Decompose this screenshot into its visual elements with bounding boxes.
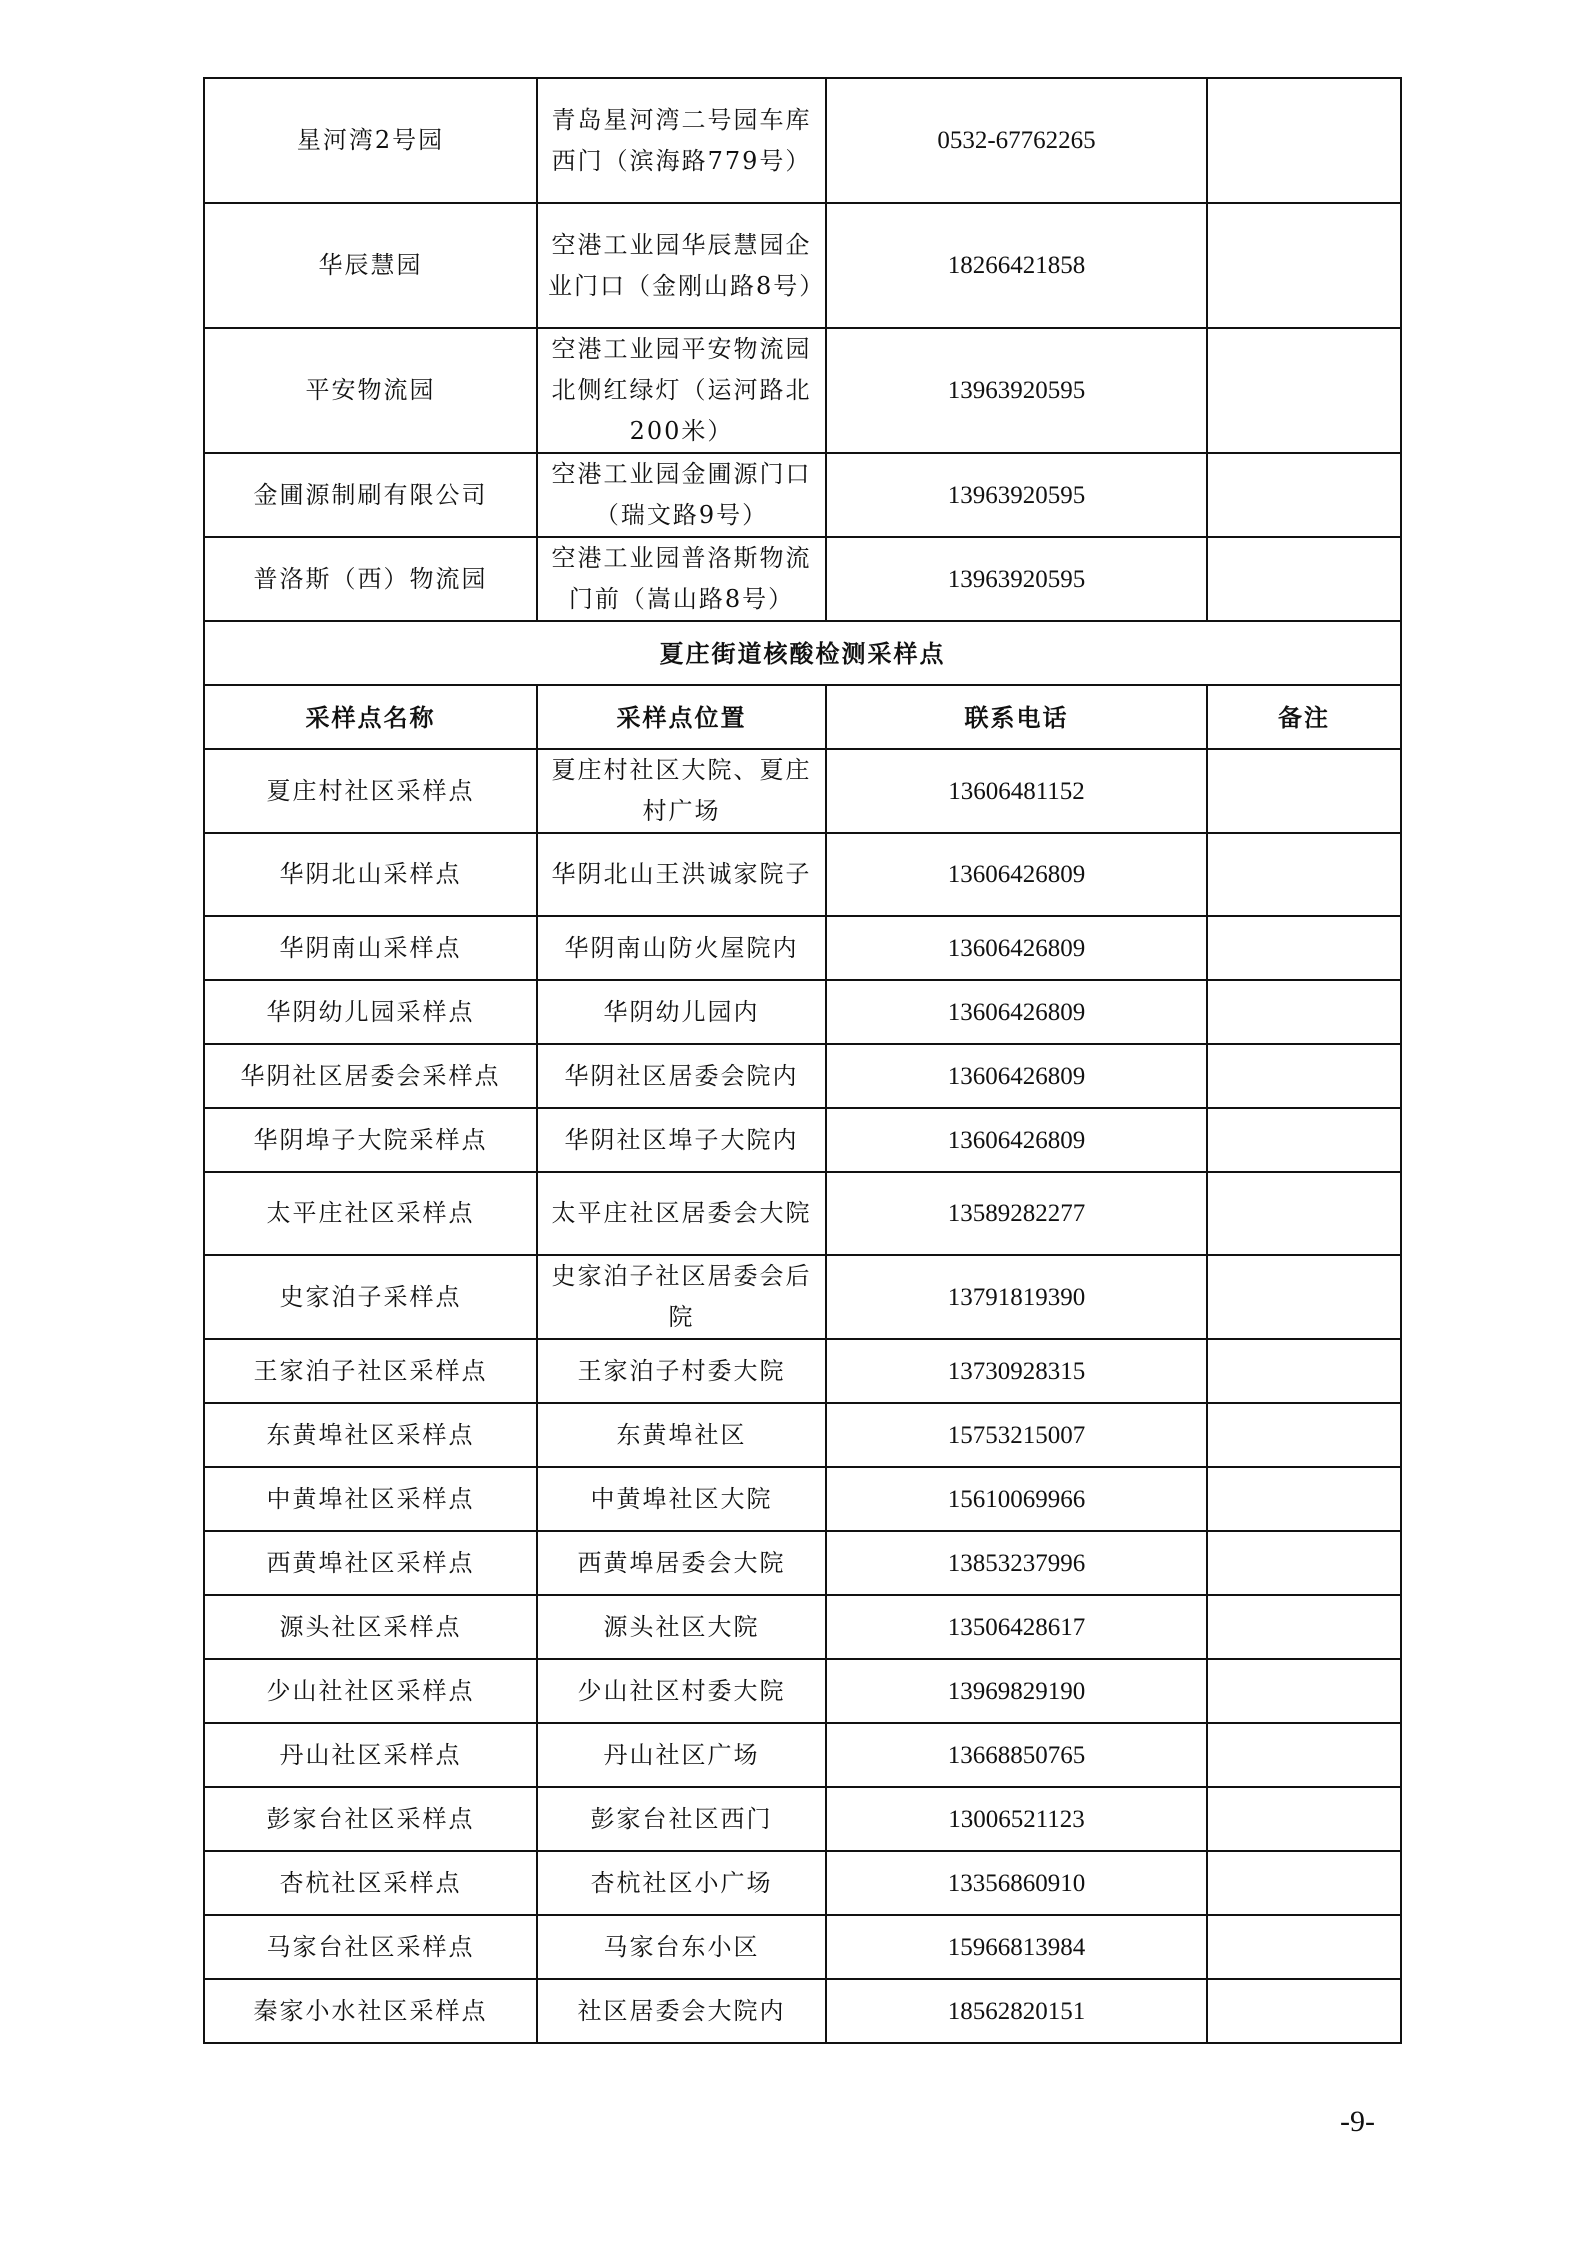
table-row bbox=[204, 1595, 1401, 1659]
site-phone: 13969829190 bbox=[826, 1659, 1207, 1723]
table-row bbox=[204, 1255, 1401, 1339]
site-location: 社区居委会大院内 bbox=[537, 1979, 826, 2043]
header-phone: 联系电话 bbox=[826, 685, 1207, 749]
table-row bbox=[204, 1531, 1401, 1595]
site-location: 青岛星河湾二号园车库西门（滨海路779号） bbox=[537, 78, 826, 203]
site-phone: 13606426809 bbox=[826, 833, 1207, 916]
site-note bbox=[1207, 1851, 1401, 1915]
site-note bbox=[1207, 453, 1401, 537]
site-location: 空港工业园金圃源门口（瑞文路9号） bbox=[537, 453, 826, 537]
site-location: 东黄埠社区 bbox=[537, 1403, 826, 1467]
header-location: 采样点位置 bbox=[537, 685, 826, 749]
site-name: 太平庄社区采样点 bbox=[204, 1172, 537, 1255]
site-phone: 13963920595 bbox=[826, 328, 1207, 453]
table-row bbox=[204, 1172, 1401, 1255]
table-row bbox=[204, 328, 1401, 453]
site-location: 华阴幼儿园内 bbox=[537, 980, 826, 1044]
header-row bbox=[204, 685, 1401, 749]
site-phone: 13606426809 bbox=[826, 916, 1207, 980]
site-location: 王家泊子村委大院 bbox=[537, 1339, 826, 1403]
site-location: 华阴社区居委会院内 bbox=[537, 1044, 826, 1108]
site-phone: 15966813984 bbox=[826, 1915, 1207, 1979]
site-note bbox=[1207, 328, 1401, 453]
site-name: 丹山社区采样点 bbox=[204, 1723, 537, 1787]
site-name: 史家泊子采样点 bbox=[204, 1255, 537, 1339]
site-name: 金圃源制刷有限公司 bbox=[204, 453, 537, 537]
site-note bbox=[1207, 833, 1401, 916]
site-name: 中黄埠社区采样点 bbox=[204, 1467, 537, 1531]
site-location: 夏庄村社区大院、夏庄村广场 bbox=[537, 749, 826, 833]
site-note bbox=[1207, 78, 1401, 203]
site-note bbox=[1207, 537, 1401, 621]
site-phone: 13963920595 bbox=[826, 453, 1207, 537]
site-phone: 13606426809 bbox=[826, 1108, 1207, 1172]
site-location: 西黄埠居委会大院 bbox=[537, 1531, 826, 1595]
site-phone: 13606426809 bbox=[826, 1044, 1207, 1108]
site-location: 空港工业园平安物流园北侧红绿灯（运河路北200米） bbox=[537, 328, 826, 453]
site-note bbox=[1207, 749, 1401, 833]
section-title: 夏庄街道核酸检测采样点 bbox=[204, 621, 1401, 685]
site-note bbox=[1207, 1723, 1401, 1787]
sampling-rows bbox=[204, 749, 1401, 2043]
site-phone: 13006521123 bbox=[826, 1787, 1207, 1851]
site-name: 东黄埠社区采样点 bbox=[204, 1403, 537, 1467]
table-row bbox=[204, 1044, 1401, 1108]
site-location: 杏杭社区小广场 bbox=[537, 1851, 826, 1915]
site-location: 丹山社区广场 bbox=[537, 1723, 826, 1787]
site-name: 华阴北山采样点 bbox=[204, 833, 537, 916]
table-row bbox=[204, 1723, 1401, 1787]
site-location: 史家泊子社区居委会后院 bbox=[537, 1255, 826, 1339]
site-name: 杏杭社区采样点 bbox=[204, 1851, 537, 1915]
page-number: -9- bbox=[1340, 2105, 1375, 2138]
site-name: 秦家小水社区采样点 bbox=[204, 1979, 537, 2043]
site-name: 夏庄村社区采样点 bbox=[204, 749, 537, 833]
site-phone: 13356860910 bbox=[826, 1851, 1207, 1915]
site-note bbox=[1207, 1979, 1401, 2043]
site-note bbox=[1207, 1467, 1401, 1531]
site-location: 空港工业园普洛斯物流门前（嵩山路8号） bbox=[537, 537, 826, 621]
table-row bbox=[204, 1787, 1401, 1851]
table-row bbox=[204, 1851, 1401, 1915]
site-phone: 13606481152 bbox=[826, 749, 1207, 833]
site-location: 太平庄社区居委会大院 bbox=[537, 1172, 826, 1255]
site-location: 源头社区大院 bbox=[537, 1595, 826, 1659]
site-location: 空港工业园华辰慧园企业门口（金刚山路8号） bbox=[537, 203, 826, 328]
site-name: 华阴幼儿园采样点 bbox=[204, 980, 537, 1044]
site-name: 华辰慧园 bbox=[204, 203, 537, 328]
table-row bbox=[204, 1915, 1401, 1979]
site-name: 王家泊子社区采样点 bbox=[204, 1339, 537, 1403]
table-row bbox=[204, 203, 1401, 328]
table-row bbox=[204, 78, 1401, 203]
site-name: 平安物流园 bbox=[204, 328, 537, 453]
site-note bbox=[1207, 203, 1401, 328]
table-row bbox=[204, 980, 1401, 1044]
site-location: 华阴南山防火屋院内 bbox=[537, 916, 826, 980]
table-row bbox=[204, 1979, 1401, 2043]
table-row bbox=[204, 749, 1401, 833]
site-phone: 13668850765 bbox=[826, 1723, 1207, 1787]
site-phone: 0532-67762265 bbox=[826, 78, 1207, 203]
site-name: 普洛斯（西）物流园 bbox=[204, 537, 537, 621]
site-phone: 18266421858 bbox=[826, 203, 1207, 328]
site-name: 西黄埠社区采样点 bbox=[204, 1531, 537, 1595]
site-location: 马家台东小区 bbox=[537, 1915, 826, 1979]
site-name: 少山社社区采样点 bbox=[204, 1659, 537, 1723]
table-row bbox=[204, 453, 1401, 537]
site-note bbox=[1207, 916, 1401, 980]
site-name: 彭家台社区采样点 bbox=[204, 1787, 537, 1851]
site-phone: 13730928315 bbox=[826, 1339, 1207, 1403]
table-row bbox=[204, 1108, 1401, 1172]
site-location: 华阴北山王洪诚家院子 bbox=[537, 833, 826, 916]
site-note bbox=[1207, 1255, 1401, 1339]
site-location: 少山社区村委大院 bbox=[537, 1659, 826, 1723]
site-note bbox=[1207, 1787, 1401, 1851]
site-note bbox=[1207, 1044, 1401, 1108]
site-location: 彭家台社区西门 bbox=[537, 1787, 826, 1851]
site-phone: 13589282277 bbox=[826, 1172, 1207, 1255]
site-phone: 13853237996 bbox=[826, 1531, 1207, 1595]
site-phone: 13963920595 bbox=[826, 537, 1207, 621]
site-location: 中黄埠社区大院 bbox=[537, 1467, 826, 1531]
header-note: 备注 bbox=[1207, 685, 1401, 749]
site-phone: 13606426809 bbox=[826, 980, 1207, 1044]
site-note bbox=[1207, 1659, 1401, 1723]
site-note bbox=[1207, 1339, 1401, 1403]
header-name: 采样点名称 bbox=[204, 685, 537, 749]
table-row bbox=[204, 1339, 1401, 1403]
site-name: 马家台社区采样点 bbox=[204, 1915, 537, 1979]
site-name: 源头社区采样点 bbox=[204, 1595, 537, 1659]
site-name: 华阴埠子大院采样点 bbox=[204, 1108, 537, 1172]
table-row bbox=[204, 1467, 1401, 1531]
section-title-row bbox=[204, 621, 1401, 685]
site-location: 华阴社区埠子大院内 bbox=[537, 1108, 826, 1172]
site-phone: 15610069966 bbox=[826, 1467, 1207, 1531]
site-note bbox=[1207, 1108, 1401, 1172]
site-note bbox=[1207, 1915, 1401, 1979]
site-phone: 13791819390 bbox=[826, 1255, 1207, 1339]
table-row bbox=[204, 1403, 1401, 1467]
site-note bbox=[1207, 1595, 1401, 1659]
site-note bbox=[1207, 980, 1401, 1044]
table-row bbox=[204, 1659, 1401, 1723]
table-row bbox=[204, 537, 1401, 621]
table-row bbox=[204, 833, 1401, 916]
site-note bbox=[1207, 1172, 1401, 1255]
site-name: 华阴南山采样点 bbox=[204, 916, 537, 980]
site-phone: 15753215007 bbox=[826, 1403, 1207, 1467]
sampling-sites-table bbox=[203, 77, 1402, 2044]
site-name: 华阴社区居委会采样点 bbox=[204, 1044, 537, 1108]
site-phone: 18562820151 bbox=[826, 1979, 1207, 2043]
site-phone: 13506428617 bbox=[826, 1595, 1207, 1659]
site-note bbox=[1207, 1403, 1401, 1467]
site-note bbox=[1207, 1531, 1401, 1595]
table-row bbox=[204, 916, 1401, 980]
site-name: 星河湾2号园 bbox=[204, 78, 537, 203]
